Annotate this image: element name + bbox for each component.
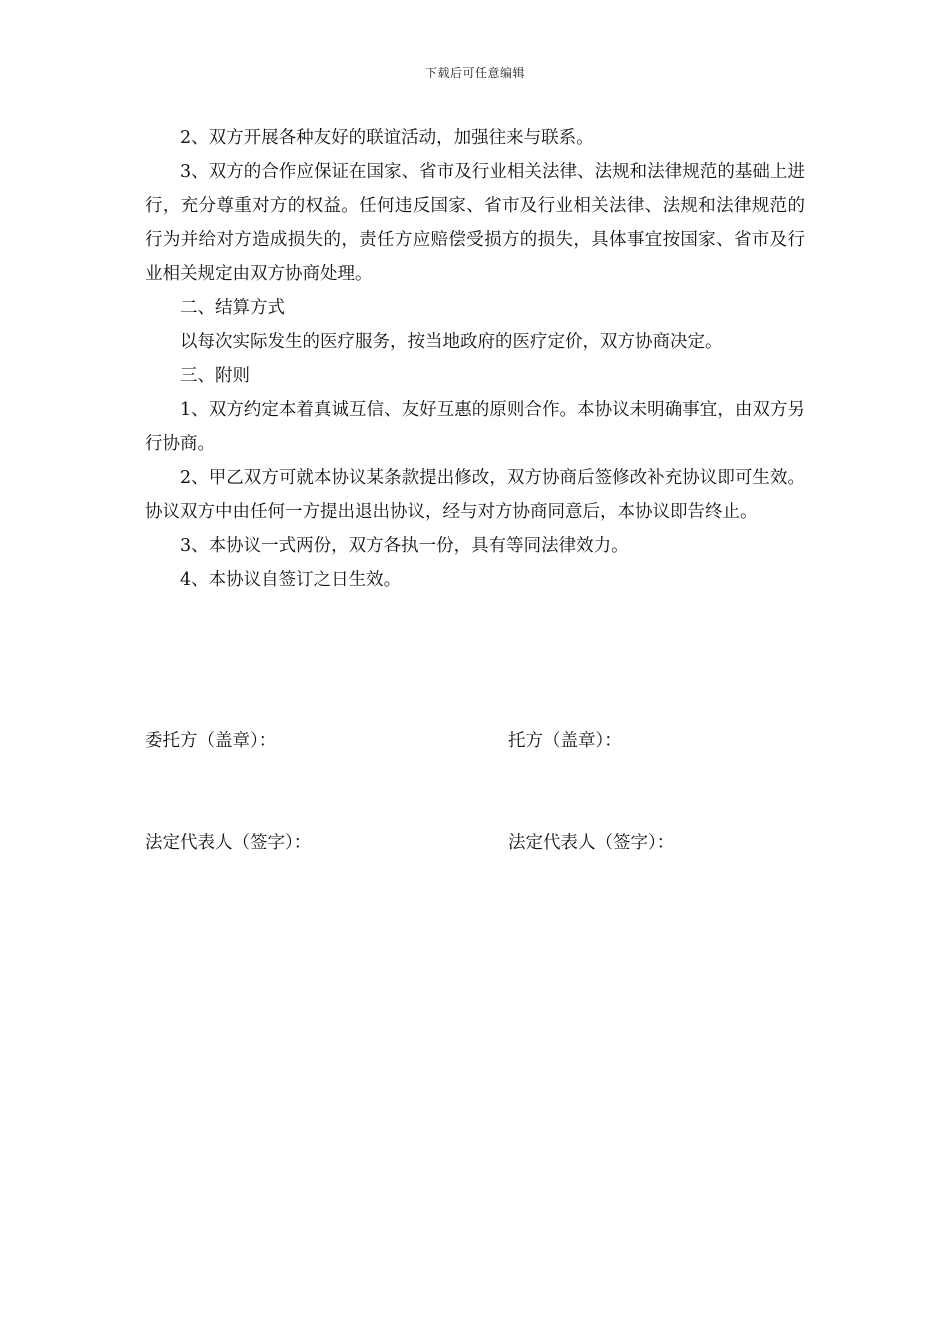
section-heading-supplementary: 三、附则	[180, 366, 250, 386]
principal-representative-label: 法定代表人（签字）：	[145, 833, 312, 853]
supplementary-clause-1: 1、双方约定本着真诚互信、友好互惠的原则合作。本协议未明确事宜，由双方另行协商。	[145, 400, 805, 454]
settlement-method-text: 以每次实际发生的医疗服务，按当地政府的医疗定价，双方协商决定。	[180, 332, 723, 352]
supplementary-clause-3: 3、本协议一式两份，双方各执一份，具有等同法律效力。	[180, 536, 629, 556]
agent-representative-label: 法定代表人（签字）：	[508, 833, 675, 853]
clause-2-liaison: 2、双方开展各种友好的联谊活动，加强往来与联系。	[180, 128, 594, 148]
document-body	[145, 121, 805, 597]
section-heading-settlement: 二、结算方式	[180, 298, 285, 318]
supplementary-clause-4: 4、本协议自签订之日生效。	[180, 570, 402, 590]
agent-seal-label: 托方（盖章）：	[508, 731, 622, 751]
principal-seal-label: 委托方（盖章）：	[145, 731, 277, 751]
page-header: 下载后可任意编辑	[424, 66, 525, 80]
clause-3-legal-compliance: 3、双方的合作应保证在国家、省市及行业相关法律、法规和法律规范的基础上进行，充分尊重对方的权益。任何违反国家、省市及行业相关法律、法规和法律规范的行为并给对方造成损失的，责任方应赔偿受损方的损失，具体事宜按国家、省市及行业相关规定由双方协商处理。	[145, 162, 805, 284]
supplementary-clause-2: 2、甲乙双方可就本协议某条款提出修改，双方协商后签修改补充协议即可生效。协议双方中由任何一方提出退出协议，经与对方协商同意后，本协议即告终止。	[145, 468, 805, 522]
